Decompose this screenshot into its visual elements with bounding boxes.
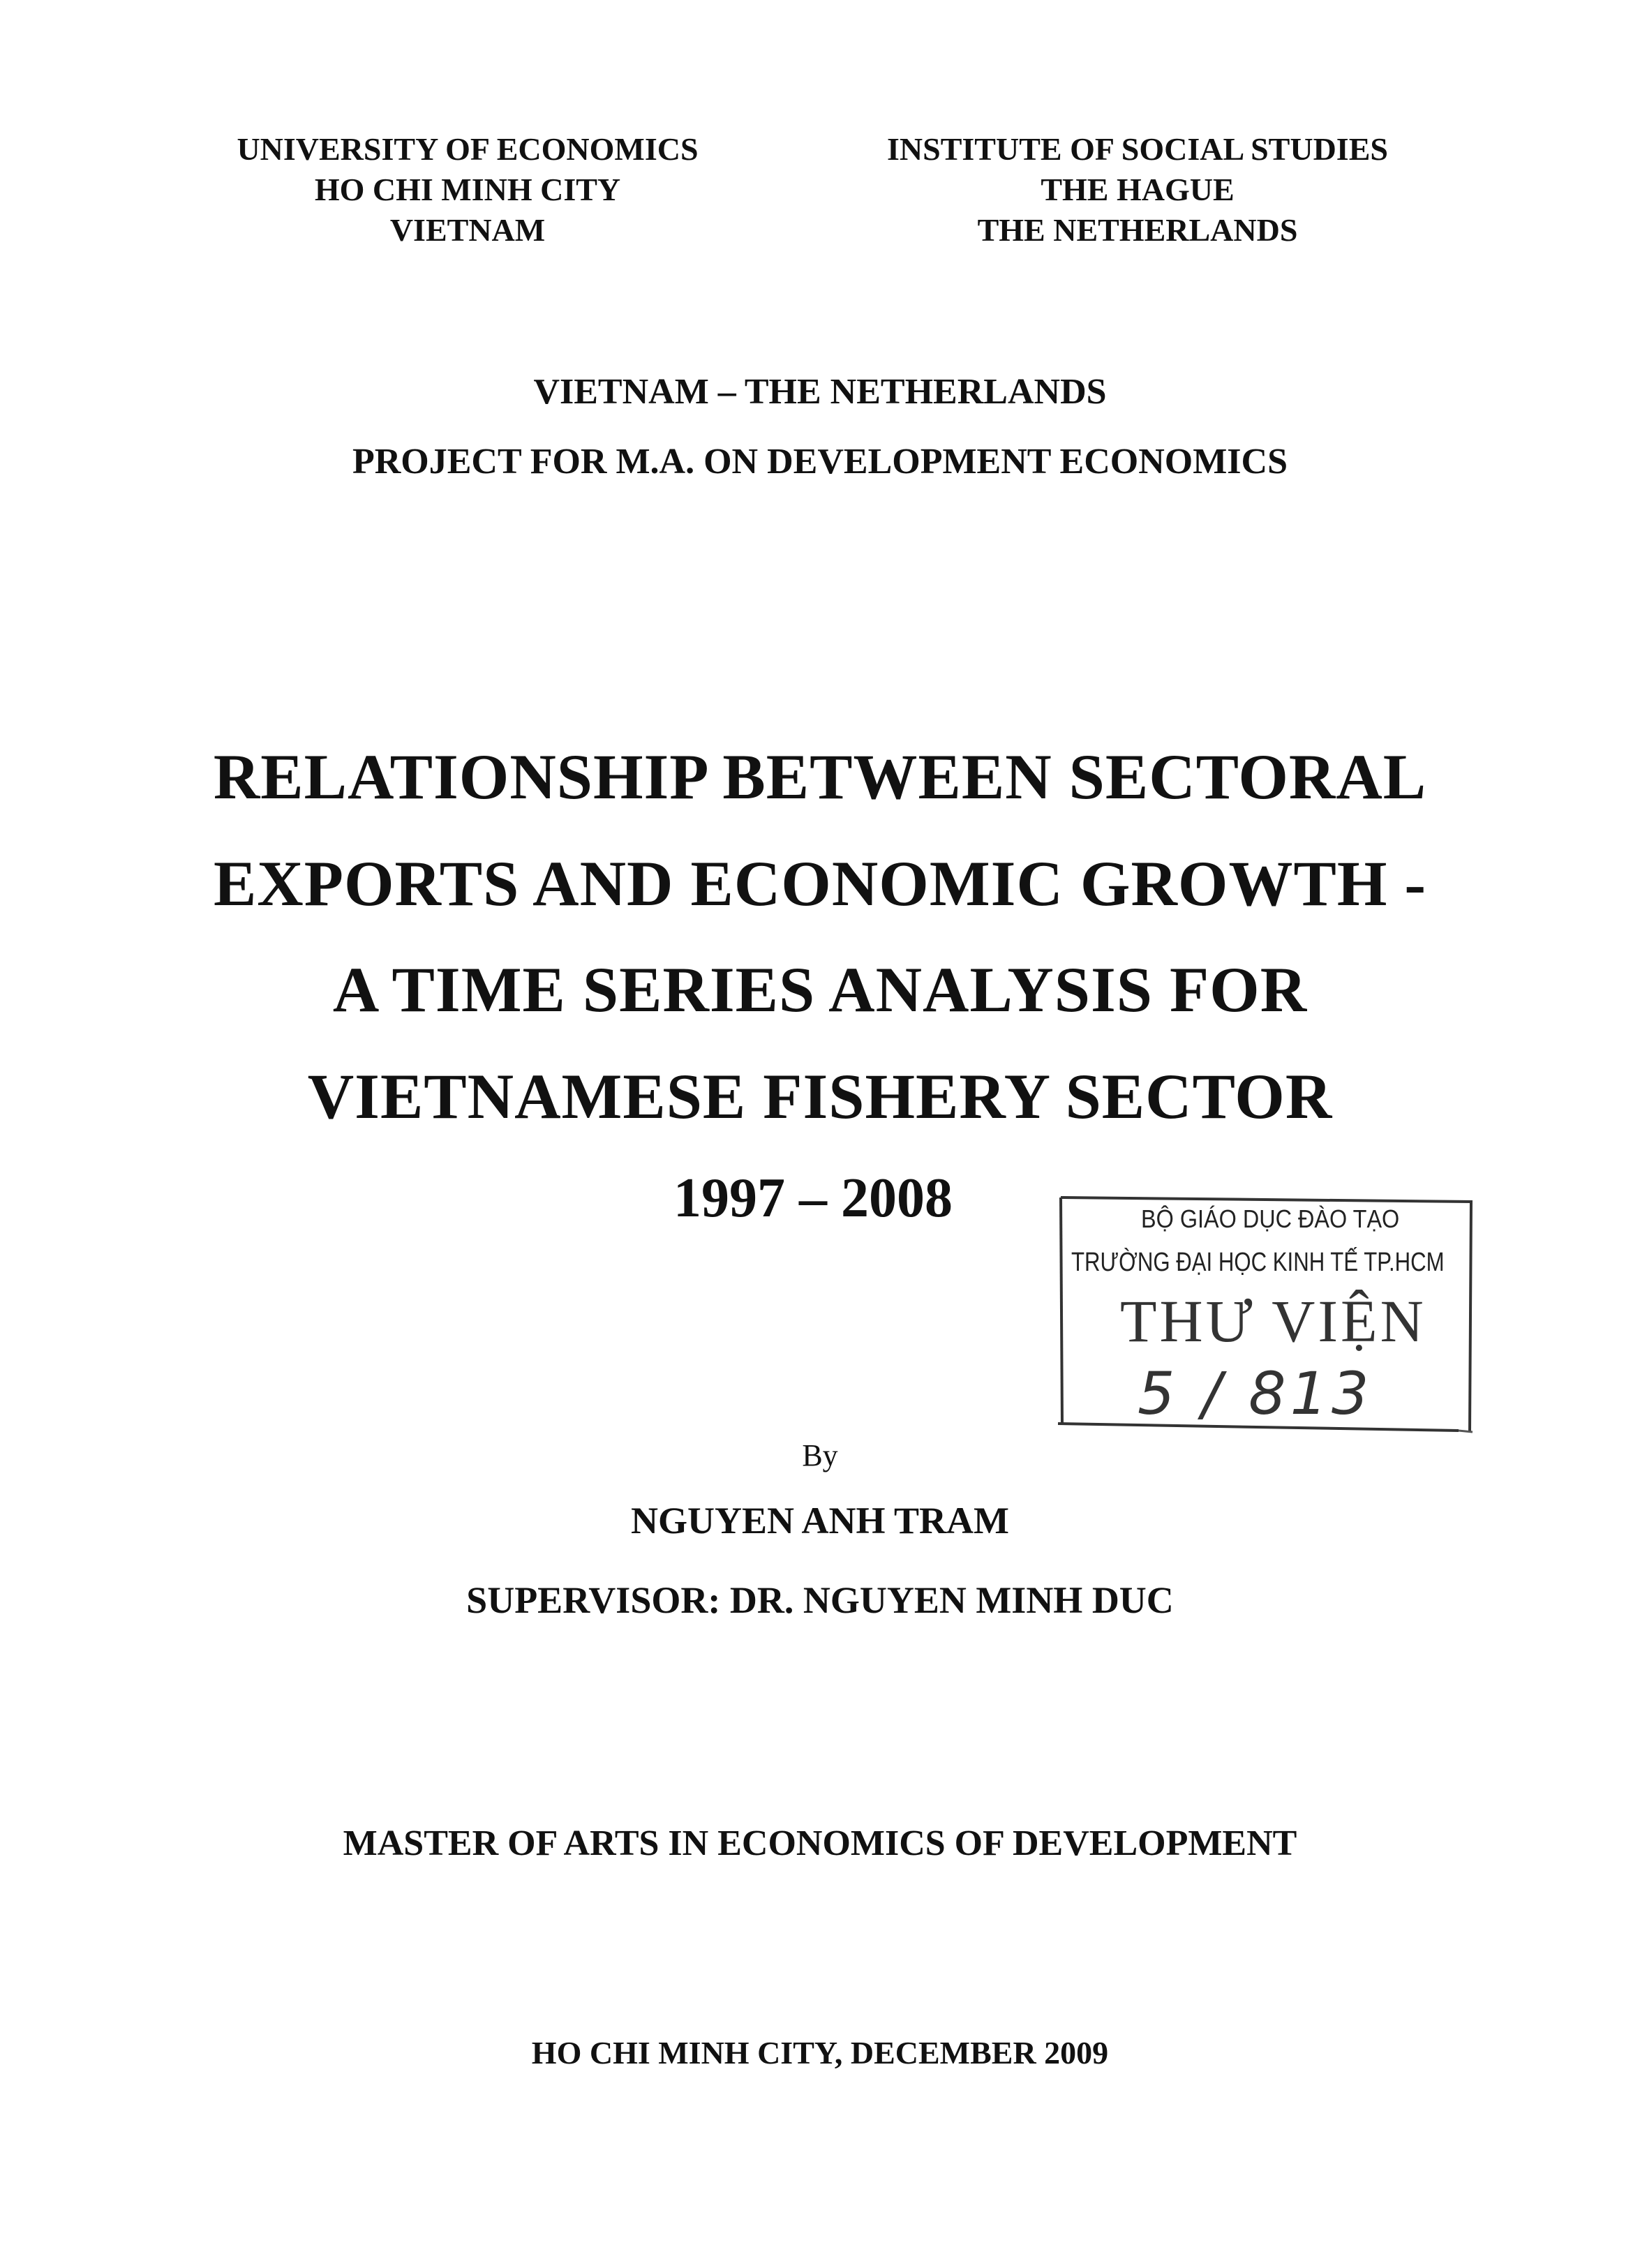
institute-city: THE HAGUE [1041,172,1235,207]
by-label: By [802,1438,838,1472]
thesis-title-line-1: RELATIONSHIP BETWEEN SECTORAL [213,741,1427,812]
degree-line: MASTER OF ARTS IN ECONOMICS OF DEVELOPMENT [343,1823,1297,1863]
university-name: UNIVERSITY OF ECONOMICS [237,131,699,167]
university-country: VIETNAM [389,212,546,248]
thesis-years: 1997 – 2008 [673,1167,953,1229]
project-line-1: VIETNAM – THE NETHERLANDS [533,372,1107,412]
stamp-library-text: THƯ VIỆN [1120,1288,1426,1355]
thesis-title-line-3: A TIME SERIES ANALYSIS FOR [332,954,1308,1025]
place-date-line: HO CHI MINH CITY, DECEMBER 2009 [531,2035,1109,2071]
project-line-2: PROJECT FOR M.A. ON DEVELOPMENT ECONOMICS [352,442,1288,482]
university-city: HO CHI MINH CITY [314,172,621,207]
supervisor-line: SUPERVISOR: DR. NGUYEN MINH DUC [466,1579,1174,1621]
institute-name: INSTITUTE OF SOCIAL STUDIES [887,131,1388,167]
university-header [209,129,726,251]
institute-country: THE NETHERLANDS [977,212,1298,248]
thesis-title-line-2: EXPORTS AND ECONOMIC GROWTH - [213,848,1427,919]
stamp-ministry-text: BỘ GIÁO DỤC ĐÀO TẠO [1141,1204,1400,1233]
stamp-university-text: TRƯỜNG ĐẠI HỌC KINH TẾ TP.HCM [1071,1248,1445,1277]
library-stamp [1054,1186,1479,1438]
author-name: NGUYEN ANH TRAM [630,1500,1010,1542]
institute-header [851,129,1424,251]
stamp-handwritten-number: 5 / 813 [1138,1359,1373,1428]
thesis-title-line-4: VIETNAMESE FISHERY SECTOR [307,1061,1333,1132]
